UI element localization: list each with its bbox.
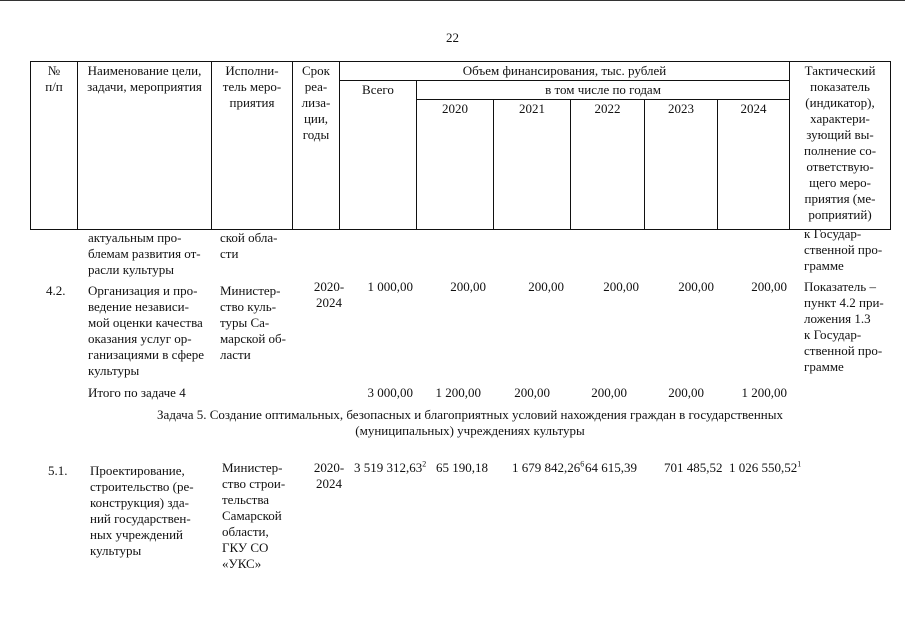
row-4-2-2022: 200,00 [603,279,639,294]
row-5-1-total-footnote: 2 [422,459,427,469]
row-5-1-name: Проектирование, строительство (ре- конструкция) зда- ний государствен- ных учреждений культуры [90,463,194,558]
continuation-executor: ской обла- сти [220,230,278,261]
header-col-name: Наименование цели, задачи, мероприятия [78,62,212,230]
row-4-2-term: 2020- 2024 [313,279,345,310]
row-4-2-2021: 200,00 [528,279,564,294]
header-col-by-years: в том числе по годам [417,81,790,100]
total-task4-2022: 200,00 [591,385,627,400]
continuation-name: актуальным про- блемам развития от- расли культуры [88,230,201,277]
header-col-indicator: Тактический показатель (индикатор), характери- зующий вы- полнение со- ответствую- щего меро- приятия (ме- роприятий) [790,62,891,230]
header-year-2021: 2021 [494,100,571,230]
page-number: 22 [446,30,459,45]
row-4-2-name: Организация и про- ведение независи- мой оценки качества оказания услуг ор- ганизациями в сфере культуры [88,283,205,378]
table-header [30,61,891,230]
header-year-2023: 2023 [645,100,718,230]
row-5-1-total: 3 519 312,63$^2$ [354,459,427,475]
row-5-1-2023: 701 485,52 [664,460,723,475]
total-task4-2020: 1 200,00 [435,385,481,400]
continuation-indicator: к Государ- ственной про- грамме [804,226,883,273]
row-5-1-2024: 1 026 550,52$^1$ [729,459,802,475]
row-5-1-2021: 1 679 842,26$^6$ [512,459,585,475]
row-4-2-2024: 200,00 [751,279,787,294]
row-5-1-2024-footnote: 1 [797,459,802,469]
total-task4-2023: 200,00 [668,385,704,400]
header-year-2022: 2022 [571,100,645,230]
header-year-2020: 2020 [417,100,494,230]
total-task4-total: 3 000,00 [367,385,413,400]
total-task4-label: Итого по задаче 4 [88,385,186,400]
total-task4-2021: 200,00 [514,385,550,400]
row-4-2-indicator: Показатель – пункт 4.2 при- ложения 1.3 к Государ- ственной про- грамме [804,279,884,374]
header-col-number: № п/п [31,62,78,230]
header-col-executor: Исполни- тель меро- приятия [212,62,293,230]
row-5-1-number: 5.1. [48,463,68,478]
row-5-1-2022: 64 615,39 [585,460,637,475]
header-col-term: Срок реа- лиза- ции, годы [293,62,340,230]
row-4-2-executor: Министер- ство куль- туры Са- марской об- ласти [220,283,286,362]
row-4-2-2023: 200,00 [678,279,714,294]
scan-top-edge [0,0,905,1]
row-5-1-2020: 65 190,18 [436,460,488,475]
row-4-2-number: 4.2. [46,283,66,298]
row-5-1-term: 2020- 2024 [313,460,345,491]
header-col-finance: Объем финансирования, тыс. рублей [340,62,790,81]
task-5-title: Задача 5. Создание оптимальных, безопасных и благоприятных условий нахождения граждан в государственных (муниципальных) учреждениях культуры [157,407,783,438]
total-task4-2024: 1 200,00 [741,385,787,400]
header-col-total: Всего [340,81,417,230]
row-4-2-total: 1 000,00 [367,279,413,294]
row-5-1-executor: Министер- ство строи- тельства Самарской области, ГКУ СО «УКС» [222,460,286,571]
header-year-2024: 2024 [718,100,790,230]
row-5-1-2021-footnote: 6 [580,459,585,469]
row-4-2-2020: 200,00 [450,279,486,294]
